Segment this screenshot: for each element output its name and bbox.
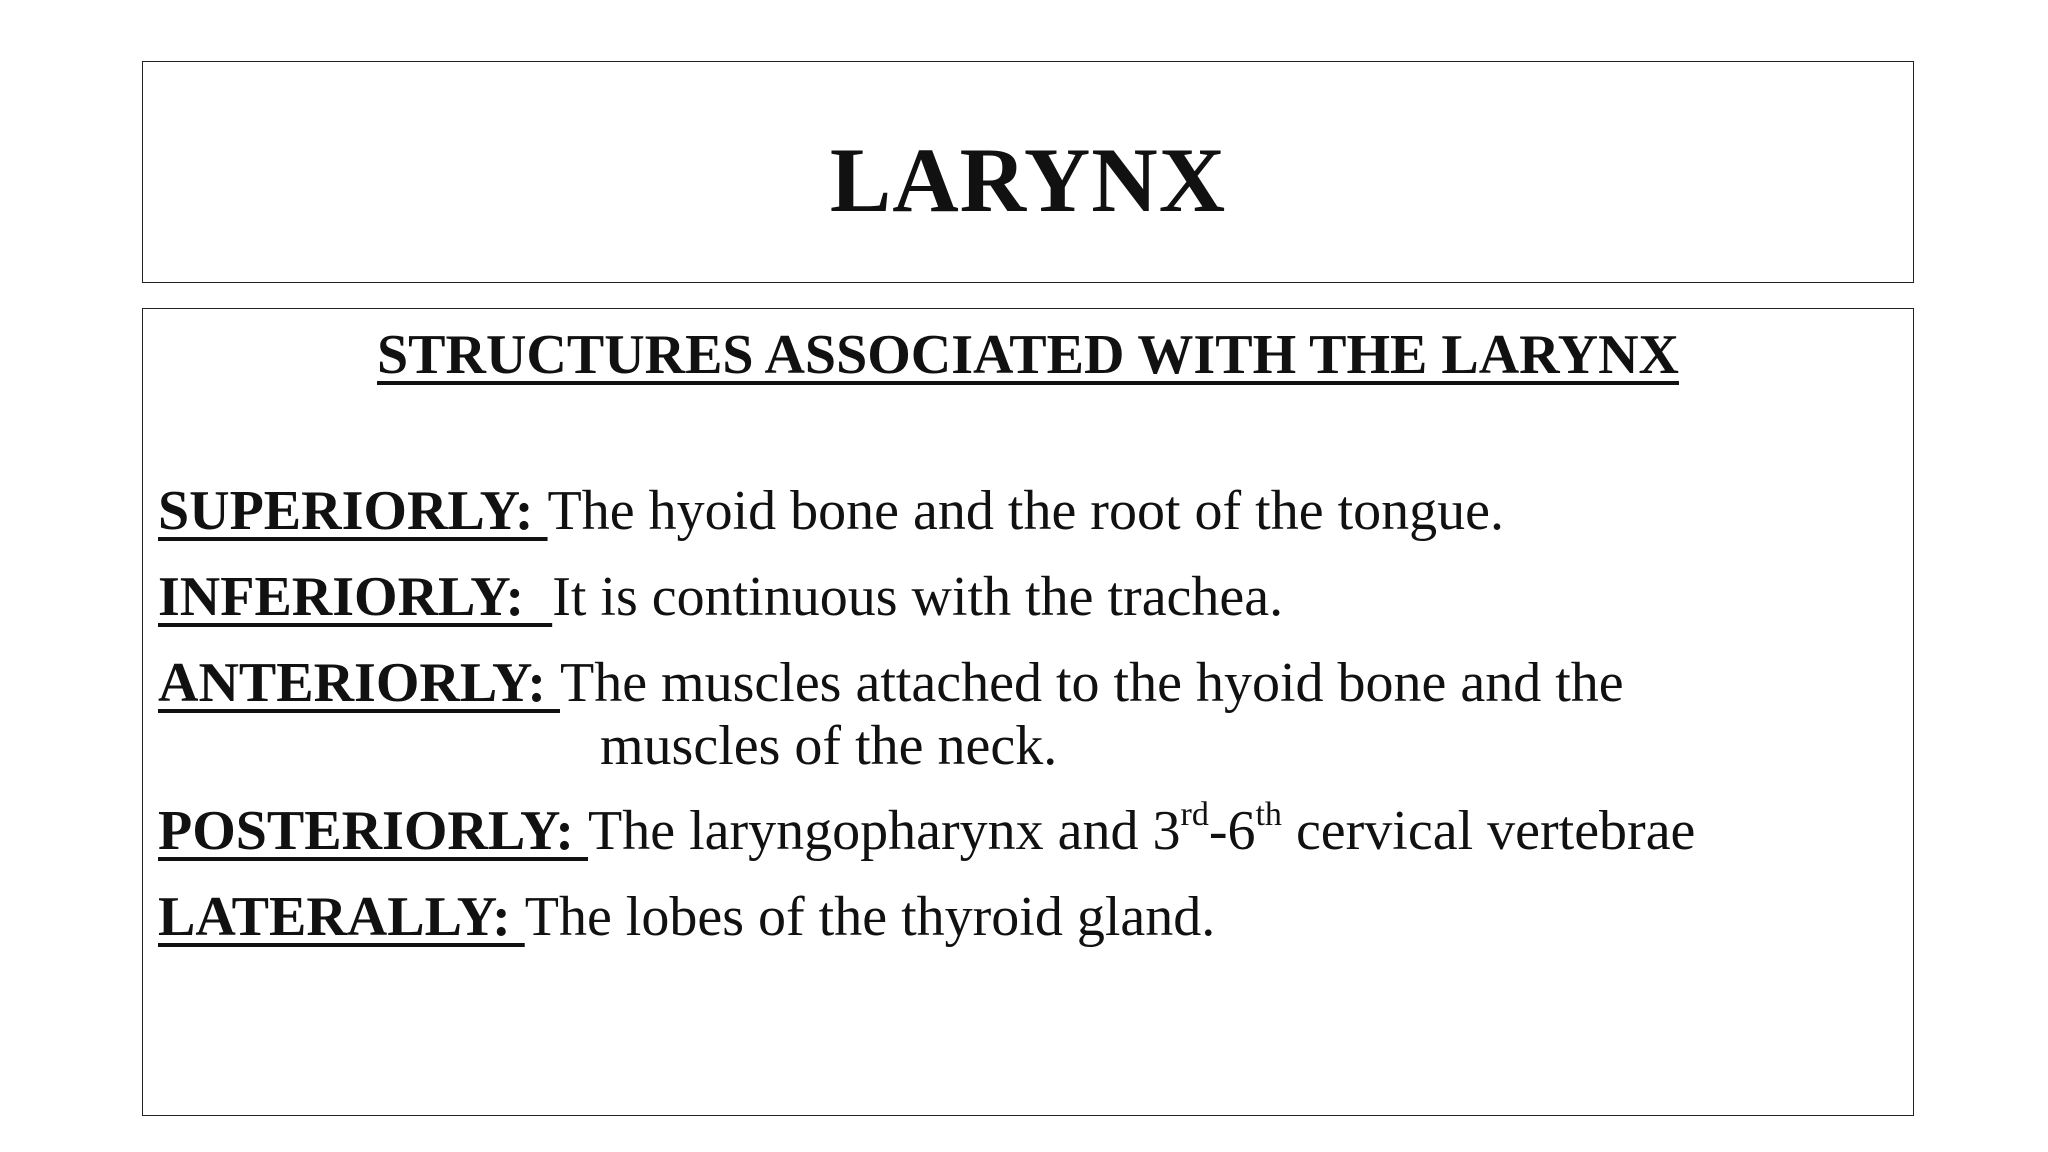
entry-label: INFERIORLY: [158,566,553,628]
entry-text: It is continuous with the trachea. [552,566,1284,628]
entry-label: ANTERIORLY: [158,652,560,714]
entry-text: The muscles attached to the hyoid bone and the [559,652,1624,714]
entry-laterally [158,885,1898,949]
slide-title: LARYNX [829,129,1227,231]
entry-text-part-3: cervical vertebrae [1281,800,1696,862]
entry-posteriorly [158,796,1898,863]
entry-text-continuation: muscles of the neck. [600,715,1058,777]
entry-text: The hyoid bone and the root of the tongue. [547,480,1504,542]
slide-subtitle: STRUCTURES ASSOCIATED WITH THE LARYNX [377,324,1679,386]
entry-inferiorly [158,565,1898,629]
content-box [142,308,1914,1116]
entry-label: POSTERIORLY: [158,800,589,862]
entry-anteriorly [158,651,1898,777]
entry-text-part-2: -6 [1208,800,1256,862]
relations-list [158,479,1898,971]
entry-superiorly [158,479,1898,543]
title-box [142,61,1914,283]
entry-label: LATERALLY: [158,886,525,948]
entry-label: SUPERIORLY: [158,480,548,542]
entry-text: The lobes of the thyroid gland. [524,886,1216,948]
entry-text-part-1: The laryngopharynx and 3 [588,800,1181,862]
ordinal-superscript-rd: rd [1180,796,1209,834]
ordinal-superscript-th: th [1255,796,1282,834]
